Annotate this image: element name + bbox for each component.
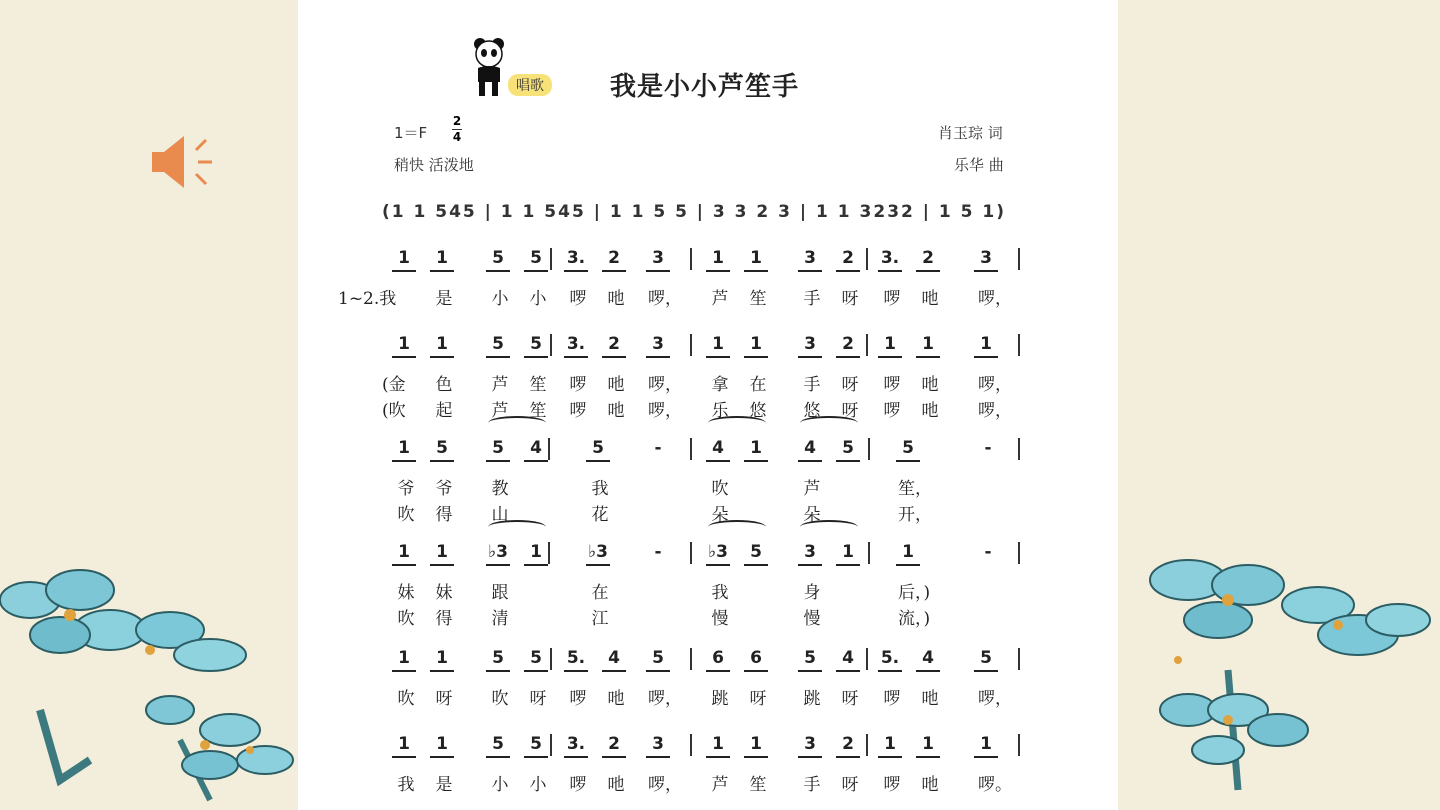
note: 1 bbox=[398, 648, 410, 668]
note: 4 bbox=[922, 648, 934, 668]
note-underline bbox=[706, 756, 730, 758]
note-underline bbox=[974, 356, 998, 358]
note: 3 bbox=[804, 248, 816, 268]
bar-line bbox=[1018, 334, 1020, 356]
lyric: 拿 bbox=[711, 375, 729, 395]
note-underline bbox=[878, 670, 902, 672]
note: 1 bbox=[398, 542, 410, 562]
lyric: 呀 bbox=[749, 689, 767, 709]
bar-line bbox=[550, 248, 552, 270]
lyric: 吔 bbox=[921, 289, 939, 309]
note: 1 bbox=[436, 648, 448, 668]
lyric: 吹 bbox=[711, 479, 729, 499]
lyric: 1~2.我 bbox=[338, 289, 397, 309]
lyric: 教 bbox=[491, 479, 509, 499]
lyric: 悠 bbox=[803, 401, 821, 421]
note: 5 bbox=[750, 542, 762, 562]
note: 3 bbox=[652, 248, 664, 268]
note: 1 bbox=[398, 334, 410, 354]
lyric: 吔 bbox=[607, 401, 625, 421]
note: 5 bbox=[980, 648, 992, 668]
note-underline bbox=[836, 460, 860, 462]
bar-line bbox=[690, 648, 692, 670]
lyric: 啰， bbox=[978, 375, 1012, 395]
bar-line bbox=[548, 542, 550, 564]
note: 4 bbox=[712, 438, 724, 458]
lyric: 起 bbox=[435, 401, 453, 421]
note: 4 bbox=[804, 438, 816, 458]
bar-line bbox=[690, 734, 692, 756]
note: 1 bbox=[842, 542, 854, 562]
note-underline bbox=[564, 756, 588, 758]
lyric: 小 bbox=[491, 775, 509, 795]
lyric: 吔 bbox=[607, 689, 625, 709]
note: 2 bbox=[608, 334, 620, 354]
lyric: 后，) bbox=[898, 583, 931, 603]
note: 3. bbox=[566, 248, 586, 268]
note-underline bbox=[706, 270, 730, 272]
note: 5 bbox=[492, 334, 504, 354]
lyric: 啰 bbox=[569, 289, 587, 309]
lyric: 吔 bbox=[921, 401, 939, 421]
note: 3 bbox=[804, 334, 816, 354]
lyric: 清 bbox=[491, 609, 509, 629]
lyric: 啰， bbox=[648, 289, 682, 309]
lyric: 流，) bbox=[898, 609, 931, 629]
bar-line bbox=[1018, 248, 1020, 270]
note: 1 bbox=[884, 734, 896, 754]
lyric: 吔 bbox=[921, 375, 939, 395]
note: 2 bbox=[842, 248, 854, 268]
note-underline bbox=[430, 460, 454, 462]
lyric: 啰 bbox=[569, 401, 587, 421]
lyric: 呀 bbox=[841, 401, 859, 421]
note: ♭3 bbox=[488, 542, 508, 562]
note-underline bbox=[524, 460, 548, 462]
slur bbox=[708, 520, 766, 534]
note: 5. bbox=[566, 648, 586, 668]
lyric: 啰， bbox=[978, 401, 1012, 421]
bar-line bbox=[690, 334, 692, 356]
lyric: 小 bbox=[491, 289, 509, 309]
note: 5 bbox=[842, 438, 854, 458]
bar-line bbox=[868, 542, 870, 564]
lyric: 呀 bbox=[435, 689, 453, 709]
lyric: 吔 bbox=[921, 689, 939, 709]
note-underline bbox=[896, 460, 920, 462]
lyric: 笙 bbox=[749, 775, 767, 795]
lyric: 花 bbox=[591, 505, 609, 525]
lyric: 是 bbox=[435, 289, 453, 309]
bar-line bbox=[868, 438, 870, 460]
note: 1 bbox=[436, 542, 448, 562]
lyric: 啰 bbox=[883, 775, 901, 795]
lyric: 啰， bbox=[978, 689, 1012, 709]
note-underline bbox=[798, 460, 822, 462]
note: 5 bbox=[530, 334, 542, 354]
note: 1 bbox=[712, 248, 724, 268]
note: - bbox=[984, 542, 992, 562]
lyric: 在 bbox=[591, 583, 609, 603]
intro-line: (1 1 545 | 1 1 545 | 1 1 5 5 | 3 3 2 3 | 1 1 3232 | 1 5 1) bbox=[382, 202, 1006, 222]
lyric: 我 bbox=[591, 479, 609, 499]
note: 5. bbox=[880, 648, 900, 668]
note: 2 bbox=[608, 734, 620, 754]
note-underline bbox=[798, 270, 822, 272]
note: 1 bbox=[902, 542, 914, 562]
lyric: 在 bbox=[749, 375, 767, 395]
note-underline bbox=[430, 756, 454, 758]
lyric: 啰 bbox=[569, 689, 587, 709]
lyric: 芦 bbox=[491, 375, 509, 395]
lyric: 爷 bbox=[435, 479, 453, 499]
bar-line bbox=[866, 248, 868, 270]
bar-line bbox=[1018, 648, 1020, 670]
lyric: 芦 bbox=[803, 479, 821, 499]
note-underline bbox=[564, 670, 588, 672]
note-underline bbox=[524, 356, 548, 358]
lyric: 笙， bbox=[898, 479, 932, 499]
bar-line bbox=[550, 734, 552, 756]
lyric: (吹 bbox=[382, 401, 406, 421]
lyric: 笙 bbox=[529, 375, 547, 395]
time-bottom: 4 bbox=[452, 130, 462, 144]
note: 2 bbox=[842, 334, 854, 354]
note: 5 bbox=[492, 734, 504, 754]
note: 6 bbox=[712, 648, 724, 668]
note-underline bbox=[602, 670, 626, 672]
note-underline bbox=[836, 564, 860, 566]
lyric: 朵 bbox=[803, 505, 821, 525]
note: 1 bbox=[398, 248, 410, 268]
note: 1 bbox=[980, 334, 992, 354]
note: 3 bbox=[652, 734, 664, 754]
note-underline bbox=[798, 356, 822, 358]
note-underline bbox=[916, 356, 940, 358]
lyric: 得 bbox=[435, 609, 453, 629]
note-underline bbox=[744, 670, 768, 672]
lyric: 手 bbox=[803, 375, 821, 395]
lyric: 芦 bbox=[711, 775, 729, 795]
slur bbox=[488, 416, 546, 430]
lyric: 悠 bbox=[749, 401, 767, 421]
flower-decoration-left bbox=[0, 560, 300, 810]
note-underline bbox=[798, 564, 822, 566]
note-underline bbox=[430, 270, 454, 272]
lyric: 笙 bbox=[529, 401, 547, 421]
note: 5 bbox=[902, 438, 914, 458]
bar-line bbox=[550, 334, 552, 356]
note-underline bbox=[916, 670, 940, 672]
note: 5 bbox=[592, 438, 604, 458]
note: 3. bbox=[566, 334, 586, 354]
lyric: 吹 bbox=[397, 609, 415, 629]
note-underline bbox=[896, 564, 920, 566]
note: 5 bbox=[492, 648, 504, 668]
note-underline bbox=[602, 356, 626, 358]
note-underline bbox=[602, 270, 626, 272]
note-underline bbox=[646, 670, 670, 672]
bar-line bbox=[548, 438, 550, 460]
note: 1 bbox=[750, 334, 762, 354]
note: 1 bbox=[750, 734, 762, 754]
note: 1 bbox=[884, 334, 896, 354]
note-underline bbox=[430, 670, 454, 672]
note: 2 bbox=[608, 248, 620, 268]
lyric: 是 bbox=[435, 775, 453, 795]
lyric: 啰， bbox=[648, 401, 682, 421]
bar-line bbox=[690, 542, 692, 564]
note: 1 bbox=[436, 734, 448, 754]
note-underline bbox=[836, 670, 860, 672]
note-underline bbox=[744, 564, 768, 566]
note: 1 bbox=[750, 438, 762, 458]
note-underline bbox=[564, 356, 588, 358]
lyric: 啰 bbox=[883, 289, 901, 309]
note: 1 bbox=[712, 334, 724, 354]
note: 1 bbox=[398, 438, 410, 458]
lyric: 笙 bbox=[749, 289, 767, 309]
note-underline bbox=[586, 460, 610, 462]
note-underline bbox=[486, 756, 510, 758]
lyric: 啰 bbox=[883, 375, 901, 395]
note: 1 bbox=[398, 734, 410, 754]
note-underline bbox=[392, 564, 416, 566]
note-underline bbox=[524, 270, 548, 272]
lyric: 我 bbox=[711, 583, 729, 603]
note: 6 bbox=[750, 648, 762, 668]
lyric: 山 bbox=[491, 505, 509, 525]
lyric: 呀 bbox=[841, 289, 859, 309]
note: 1 bbox=[922, 734, 934, 754]
tempo-marking: 稍快 活泼地 bbox=[394, 156, 474, 174]
bar-line bbox=[866, 648, 868, 670]
note-underline bbox=[744, 270, 768, 272]
note-underline bbox=[486, 270, 510, 272]
lyric: 我 bbox=[397, 775, 415, 795]
note-underline bbox=[564, 270, 588, 272]
note: 5 bbox=[492, 248, 504, 268]
lyric: 啰 bbox=[569, 375, 587, 395]
note-underline bbox=[974, 756, 998, 758]
note: 5 bbox=[530, 248, 542, 268]
lyric: 呀 bbox=[841, 775, 859, 795]
note: 4 bbox=[608, 648, 620, 668]
note: ♭3 bbox=[588, 542, 608, 562]
lyric: 啰 bbox=[883, 689, 901, 709]
note-underline bbox=[836, 756, 860, 758]
lyric: 吔 bbox=[607, 289, 625, 309]
note-underline bbox=[486, 564, 510, 566]
note-underline bbox=[878, 356, 902, 358]
note-underline bbox=[836, 356, 860, 358]
note-underline bbox=[798, 670, 822, 672]
note-underline bbox=[974, 270, 998, 272]
note-underline bbox=[586, 564, 610, 566]
lyric: (金 bbox=[382, 375, 406, 395]
bar-line bbox=[1018, 438, 1020, 460]
key-signature: 1＝F bbox=[394, 124, 428, 142]
note-underline bbox=[744, 356, 768, 358]
note: - bbox=[984, 438, 992, 458]
lyric: 啰， bbox=[648, 689, 682, 709]
lyric: 手 bbox=[803, 775, 821, 795]
note-underline bbox=[836, 270, 860, 272]
note-underline bbox=[646, 756, 670, 758]
lyric: 吹 bbox=[397, 689, 415, 709]
note: 5 bbox=[436, 438, 448, 458]
lyricist: 肖玉琮 词 bbox=[938, 124, 1003, 142]
note-underline bbox=[878, 756, 902, 758]
bar-line bbox=[1018, 734, 1020, 756]
note-underline bbox=[486, 356, 510, 358]
note: 1 bbox=[980, 734, 992, 754]
lyric: 跟 bbox=[491, 583, 509, 603]
song-tag: 唱歌 bbox=[508, 74, 552, 96]
song-title: 我是小小芦笙手 bbox=[610, 72, 800, 102]
note-underline bbox=[392, 356, 416, 358]
note-underline bbox=[486, 460, 510, 462]
lyric: 得 bbox=[435, 505, 453, 525]
lyric: 开， bbox=[898, 505, 932, 525]
lyric: 小 bbox=[529, 775, 547, 795]
note-underline bbox=[744, 756, 768, 758]
note-underline bbox=[392, 270, 416, 272]
lyric: 啰， bbox=[978, 289, 1012, 309]
lyric: 吔 bbox=[921, 775, 939, 795]
lyric: 妹 bbox=[397, 583, 415, 603]
music-sheet bbox=[298, 0, 1118, 810]
lyric: 跳 bbox=[711, 689, 729, 709]
note-underline bbox=[486, 670, 510, 672]
slur bbox=[800, 416, 858, 430]
lyric: 小 bbox=[529, 289, 547, 309]
note: 4 bbox=[530, 438, 542, 458]
lyric: 啰。 bbox=[978, 775, 1012, 795]
lyric: 手 bbox=[803, 289, 821, 309]
note: 3. bbox=[880, 248, 900, 268]
lyric: 乐 bbox=[711, 401, 729, 421]
note-underline bbox=[646, 270, 670, 272]
time-top: 2 bbox=[452, 114, 462, 128]
lyric: 吔 bbox=[607, 775, 625, 795]
note: 1 bbox=[750, 248, 762, 268]
flower-decoration-right bbox=[1118, 550, 1440, 810]
lyric: 跳 bbox=[803, 689, 821, 709]
note: 1 bbox=[530, 542, 542, 562]
note-underline bbox=[706, 356, 730, 358]
note: 5 bbox=[530, 648, 542, 668]
note-underline bbox=[430, 356, 454, 358]
lyric: 呀 bbox=[841, 689, 859, 709]
note: 2 bbox=[842, 734, 854, 754]
lyric: 慢 bbox=[803, 609, 821, 629]
note: 5 bbox=[530, 734, 542, 754]
bar-line bbox=[1018, 542, 1020, 564]
note-underline bbox=[392, 460, 416, 462]
lyric: 啰 bbox=[883, 401, 901, 421]
lyric: 色 bbox=[435, 375, 453, 395]
lyric: 啰， bbox=[648, 775, 682, 795]
note: 3 bbox=[652, 334, 664, 354]
note-underline bbox=[916, 270, 940, 272]
lyric: 吹 bbox=[397, 505, 415, 525]
note: 3. bbox=[566, 734, 586, 754]
note-underline bbox=[974, 670, 998, 672]
note: 5 bbox=[804, 648, 816, 668]
note: ♭3 bbox=[708, 542, 728, 562]
note-underline bbox=[524, 756, 548, 758]
note: 1 bbox=[436, 248, 448, 268]
lyric: 朵 bbox=[711, 505, 729, 525]
note-underline bbox=[602, 756, 626, 758]
note-underline bbox=[524, 564, 548, 566]
bar-line bbox=[866, 734, 868, 756]
slur bbox=[708, 416, 766, 430]
slur bbox=[488, 520, 546, 534]
lyric: 爷 bbox=[397, 479, 415, 499]
lyric: 芦 bbox=[711, 289, 729, 309]
bar-line bbox=[550, 648, 552, 670]
lyric: 妹 bbox=[435, 583, 453, 603]
speaker-icon[interactable] bbox=[150, 130, 214, 194]
note: - bbox=[654, 542, 662, 562]
lyric: 慢 bbox=[711, 609, 729, 629]
note-underline bbox=[524, 670, 548, 672]
slur bbox=[800, 520, 858, 534]
note: 1 bbox=[712, 734, 724, 754]
note-underline bbox=[798, 756, 822, 758]
note: 1 bbox=[436, 334, 448, 354]
note-underline bbox=[706, 460, 730, 462]
lyric: 啰 bbox=[569, 775, 587, 795]
note-underline bbox=[916, 756, 940, 758]
note-underline bbox=[430, 564, 454, 566]
note: 4 bbox=[842, 648, 854, 668]
note-underline bbox=[744, 460, 768, 462]
note: 3 bbox=[980, 248, 992, 268]
note: 2 bbox=[922, 248, 934, 268]
note-underline bbox=[646, 356, 670, 358]
lyric: 呀 bbox=[841, 375, 859, 395]
time-signature bbox=[452, 115, 462, 144]
note-underline bbox=[706, 670, 730, 672]
note: 3 bbox=[804, 542, 816, 562]
note: 3 bbox=[804, 734, 816, 754]
panda-icon bbox=[466, 36, 510, 98]
bar-line bbox=[690, 248, 692, 270]
lyric: 吔 bbox=[607, 375, 625, 395]
bar-line bbox=[690, 438, 692, 460]
lyric: 吹 bbox=[491, 689, 509, 709]
bar-line bbox=[866, 334, 868, 356]
note-underline bbox=[878, 270, 902, 272]
composer: 乐华 曲 bbox=[954, 156, 1004, 174]
note: - bbox=[654, 438, 662, 458]
lyric: 呀 bbox=[529, 689, 547, 709]
note: 5 bbox=[492, 438, 504, 458]
lyric: 芦 bbox=[491, 401, 509, 421]
note-underline bbox=[392, 756, 416, 758]
lyric: 江 bbox=[591, 609, 609, 629]
note-underline bbox=[706, 564, 730, 566]
note: 1 bbox=[922, 334, 934, 354]
note-underline bbox=[392, 670, 416, 672]
note: 5 bbox=[652, 648, 664, 668]
lyric: 啰， bbox=[648, 375, 682, 395]
lyric: 身 bbox=[803, 583, 821, 603]
